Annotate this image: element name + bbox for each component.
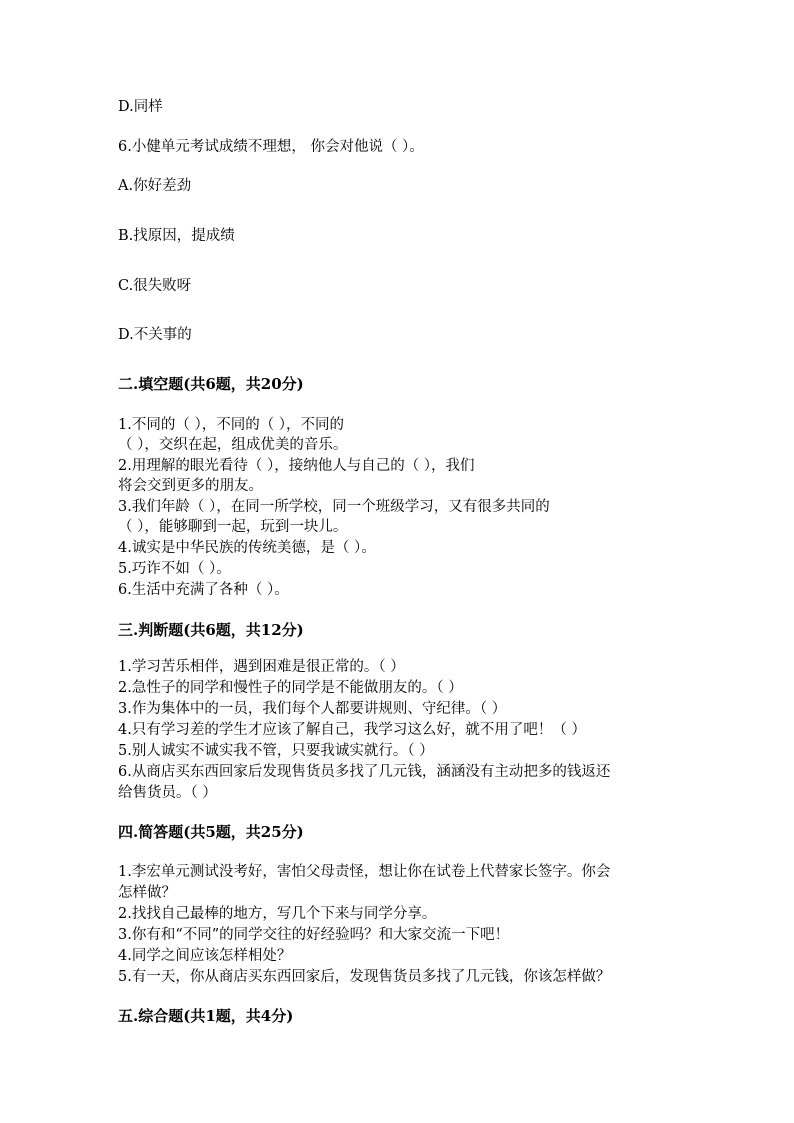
q6-option-b: B.找原因，提成绩	[118, 228, 235, 244]
fill-blank-line: （ ），交织在起，组成优美的音乐。	[118, 437, 348, 453]
question-6-stem: 6.小健单元考试成绩不理想， 你会对他说（ ）。	[118, 139, 424, 155]
short-answer-line: 1.李宏单元测试没考好，害怕父母责怪，想让你在试卷上代替家长签字。你会	[118, 864, 611, 880]
fill-blank-line: 4.诚实是中华民族的传统美德，是（ ）。	[118, 540, 376, 556]
q6-option-c: C.很失败呀	[118, 278, 192, 294]
short-answer-line: 2.找找自己最棒的地方，写几个下来与同学分享。	[118, 906, 437, 922]
true-false-line: 6.从商店买东西回家后发现售货员多找了几元钱，涵涵没有主动把多的钱返还	[118, 764, 611, 780]
true-false-line: 2.急性子的同学和慢性子的同学是不能做朋友的。（ ）	[118, 680, 463, 696]
true-false-line: 1.学习苦乐相伴，遇到困难是很正常的。（ ）	[118, 659, 405, 675]
true-false-line: 4.只有学习差的学生才应该了解自己，我学习这么好，就不用了吧！（ ）	[118, 722, 586, 738]
fill-blank-line: 5.巧诈不如（ ）。	[118, 561, 231, 577]
fill-blank-line: 6.生活中充满了各种（ ）。	[118, 582, 289, 598]
fill-blank-line: （ ），能够聊到一起，玩到一块儿。	[118, 519, 348, 535]
q6-option-d: D.不关事的	[118, 327, 192, 343]
q6-option-a: A.你好差劲	[118, 178, 192, 194]
section-2-heading: 二.填空题(共6题，共20分)	[118, 375, 304, 393]
fill-blank-line: 2.用理解的眼光看待（ ），接纳他人与自己的（ ），我们	[118, 458, 475, 474]
short-answer-line: 4.同学之间应该怎样相处？	[118, 948, 292, 964]
short-answer-line: 怎样做？	[118, 885, 176, 901]
section-4-heading: 四.简答题(共5题，共25分)	[118, 823, 304, 841]
fill-blank-line: 3.我们年龄（ ），在同一所学校，同一个班级学习，又有很多共同的	[118, 499, 550, 515]
fill-blank-line: 1.不同的（ ），不同的（ ），不同的	[118, 417, 345, 433]
short-answer-line: 3.你有和“不同”的同学交往的好经验吗？和大家交流一下吧！	[118, 927, 510, 943]
true-false-line: 给售货员。（ ）	[118, 785, 217, 801]
true-false-line: 5.别人诚实不诚实我不管，只要我诚实就行。（ ）	[118, 743, 434, 759]
section-5-heading: 五.综合题(共1题，共4分)	[118, 1007, 294, 1025]
section-3-heading: 三.判断题(共6题，共12分)	[118, 621, 304, 639]
short-answer-line: 5.有一天，你从商店买东西回家后，发现售货员多找了几元钱，你该怎样做？	[118, 969, 611, 985]
q5-option-d: D.同样	[118, 99, 163, 115]
true-false-line: 3.作为集体中的一员，我们每个人都要讲规则、守纪律。（ ）	[118, 701, 507, 717]
fill-blank-line: 将会交到更多的朋友。	[118, 478, 263, 494]
